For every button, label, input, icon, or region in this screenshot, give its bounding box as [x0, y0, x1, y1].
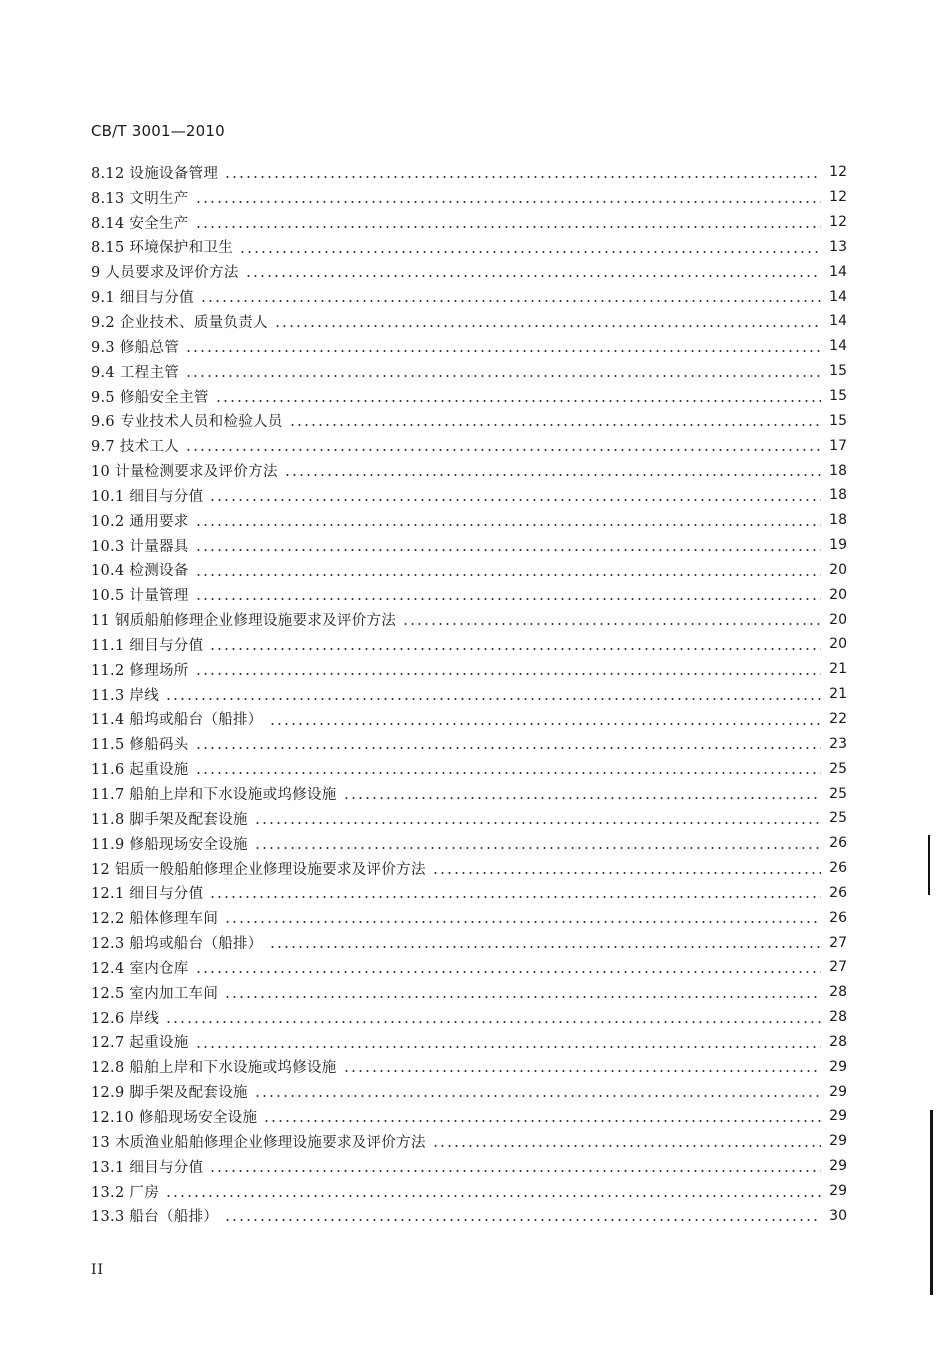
toc-entry[interactable] [91, 185, 847, 210]
toc-leader-dots [185, 439, 821, 453]
toc-entry-page: 12 [829, 164, 847, 181]
toc-entry[interactable] [91, 955, 847, 980]
toc-entry[interactable] [91, 508, 847, 533]
table-of-contents [91, 160, 847, 1228]
toc-leader-dots [195, 539, 821, 553]
toc-entry-page: 25 [829, 785, 847, 802]
toc-entry-page: 17 [829, 437, 847, 454]
toc-entry[interactable] [91, 781, 847, 806]
toc-leader-dots [165, 688, 821, 702]
toc-entry-page: 29 [829, 1058, 847, 1075]
toc-entry-title: 11.3 岸线 [91, 684, 163, 705]
toc-entry[interactable] [91, 582, 847, 607]
scan-edge-mark [930, 1110, 933, 1295]
toc-entry[interactable] [91, 1129, 847, 1154]
toc-entry-title: 9.3 修船总管 [91, 336, 183, 357]
toc-leader-dots [224, 166, 821, 180]
toc-entry-page: 18 [829, 512, 847, 529]
toc-entry-page: 30 [829, 1207, 847, 1224]
toc-leader-dots [195, 762, 821, 776]
toc-leader-dots [269, 936, 821, 950]
toc-entry-title: 13.2 厂房 [91, 1181, 163, 1202]
toc-entry-title: 8.12 设施设备管理 [91, 162, 222, 183]
toc-entry-title: 12.8 船舶上岸和下水设施或坞修设施 [91, 1056, 341, 1077]
toc-entry-title: 13.3 船台（船排） [91, 1205, 222, 1226]
toc-leader-dots [195, 588, 821, 602]
toc-entry-page: 22 [829, 710, 847, 727]
toc-entry[interactable] [91, 880, 847, 905]
toc-entry-title: 10.4 检测设备 [91, 559, 193, 580]
toc-entry-page: 21 [829, 686, 847, 703]
toc-entry[interactable] [91, 533, 847, 558]
toc-entry[interactable] [91, 930, 847, 955]
toc-leader-dots [402, 613, 821, 627]
toc-entry[interactable] [91, 259, 847, 284]
toc-entry[interactable] [91, 632, 847, 657]
toc-entry-page: 25 [829, 810, 847, 827]
toc-entry[interactable] [91, 980, 847, 1005]
toc-leader-dots [185, 340, 821, 354]
toc-entry[interactable] [91, 707, 847, 732]
toc-entry-page: 14 [829, 338, 847, 355]
toc-entry-page: 21 [829, 661, 847, 678]
toc-leader-dots [195, 564, 821, 578]
toc-leader-dots [165, 1011, 821, 1025]
toc-entry-page: 14 [829, 263, 847, 280]
toc-entry-page: 13 [829, 238, 847, 255]
toc-entry-title: 9.6 专业技术人员和检验人员 [91, 410, 287, 431]
toc-entry-page: 26 [829, 909, 847, 926]
toc-entry-page: 14 [829, 288, 847, 305]
toc-entry-title: 10.1 细目与分值 [91, 485, 207, 506]
toc-leader-dots [185, 365, 821, 379]
toc-leader-dots [195, 216, 821, 230]
toc-entry-title: 9.1 细目与分值 [91, 286, 198, 307]
toc-entry[interactable] [91, 607, 847, 632]
toc-entry-page: 28 [829, 1033, 847, 1050]
scan-edge-mark [928, 835, 930, 895]
toc-leader-dots [289, 414, 821, 428]
toc-leader-dots [209, 886, 821, 900]
toc-entry-page: 20 [829, 586, 847, 603]
toc-leader-dots [432, 1135, 821, 1149]
toc-leader-dots [274, 315, 821, 329]
toc-entry-page: 26 [829, 860, 847, 877]
toc-entry[interactable] [91, 384, 847, 409]
toc-entry[interactable] [91, 806, 847, 831]
toc-entry-page: 29 [829, 1158, 847, 1175]
toc-entry[interactable] [91, 210, 847, 235]
toc-entry-page: 18 [829, 487, 847, 504]
toc-entry[interactable] [91, 160, 847, 185]
toc-leader-dots [224, 911, 821, 925]
toc-entry[interactable] [91, 1179, 847, 1204]
toc-entry-title: 9.2 企业技术、质量负责人 [91, 311, 272, 332]
toc-entry-page: 29 [829, 1083, 847, 1100]
toc-entry-title: 11.7 船舶上岸和下水设施或坞修设施 [91, 783, 341, 804]
toc-entry-page: 18 [829, 462, 847, 479]
toc-entry-page: 29 [829, 1133, 847, 1150]
toc-entry-page: 20 [829, 561, 847, 578]
page-number: II [91, 1262, 105, 1278]
toc-entry[interactable] [91, 731, 847, 756]
toc-entry[interactable] [91, 682, 847, 707]
toc-entry[interactable] [91, 856, 847, 881]
toc-leader-dots [165, 1185, 821, 1199]
toc-leader-dots [254, 1085, 821, 1099]
toc-entry-title: 11.1 细目与分值 [91, 634, 207, 655]
toc-leader-dots [195, 737, 821, 751]
toc-leader-dots [224, 986, 821, 1000]
toc-leader-dots [195, 514, 821, 528]
toc-entry-page: 19 [829, 537, 847, 554]
toc-entry-page: 15 [829, 388, 847, 405]
toc-entry[interactable] [91, 483, 847, 508]
toc-leader-dots [209, 1160, 821, 1174]
toc-entry-page: 14 [829, 313, 847, 330]
toc-entry-page: 25 [829, 760, 847, 777]
toc-entry-title: 11.6 起重设施 [91, 758, 193, 779]
toc-leader-dots [254, 812, 821, 826]
toc-leader-dots [200, 290, 821, 304]
toc-entry-title: 12 铝质一般船舶修理企业修理设施要求及评价方法 [91, 858, 430, 879]
toc-entry-page: 15 [829, 363, 847, 380]
toc-leader-dots [254, 837, 821, 851]
toc-leader-dots [269, 713, 821, 727]
toc-entry-title: 13.1 细目与分值 [91, 1156, 207, 1177]
toc-entry-title: 12.10 修船现场安全设施 [91, 1106, 261, 1127]
toc-leader-dots [195, 191, 821, 205]
toc-entry[interactable] [91, 1005, 847, 1030]
toc-leader-dots [284, 464, 821, 478]
toc-leader-dots [195, 961, 821, 975]
toc-leader-dots [195, 663, 821, 677]
document-code-header: CB/T 3001—2010 [91, 122, 225, 140]
toc-entry-title: 11.2 修理场所 [91, 659, 193, 680]
toc-entry[interactable] [91, 309, 847, 334]
toc-entry[interactable] [91, 756, 847, 781]
toc-entry[interactable] [91, 831, 847, 856]
toc-entry[interactable] [91, 657, 847, 682]
toc-entry-title: 9.5 修船安全主管 [91, 386, 213, 407]
toc-entry-page: 20 [829, 636, 847, 653]
toc-entry[interactable] [91, 408, 847, 433]
toc-leader-dots [209, 489, 821, 503]
toc-entry-title: 12.7 起重设施 [91, 1031, 193, 1052]
toc-entry-title: 12.5 室内加工车间 [91, 982, 222, 1003]
toc-leader-dots [195, 1036, 821, 1050]
toc-entry-page: 26 [829, 835, 847, 852]
toc-leader-dots [245, 265, 821, 279]
toc-entry-title: 12.6 岸线 [91, 1007, 163, 1028]
toc-entry[interactable] [91, 1203, 847, 1228]
toc-leader-dots [224, 1209, 821, 1223]
toc-entry[interactable] [91, 1054, 847, 1079]
toc-entry-page: 28 [829, 1009, 847, 1026]
toc-entry[interactable] [91, 1079, 847, 1104]
toc-entry-title: 8.13 文明生产 [91, 187, 193, 208]
toc-entry-title: 12.4 室内仓库 [91, 957, 193, 978]
toc-entry-title: 11.8 脚手架及配套设施 [91, 808, 252, 829]
toc-entry-title: 11 钢质船舶修理企业修理设施要求及评价方法 [91, 609, 400, 630]
toc-leader-dots [215, 390, 821, 404]
toc-entry-title: 9.4 工程主管 [91, 361, 183, 382]
toc-entry-title: 9.7 技术工人 [91, 435, 183, 456]
toc-entry-page: 23 [829, 735, 847, 752]
toc-entry[interactable] [91, 458, 847, 483]
toc-entry[interactable] [91, 359, 847, 384]
toc-entry-title: 12.9 脚手架及配套设施 [91, 1081, 252, 1102]
toc-entry-title: 11.4 船坞或船台（船排） [91, 708, 267, 729]
toc-entry-title: 10 计量检测要求及评价方法 [91, 460, 282, 481]
toc-entry[interactable] [91, 1030, 847, 1055]
toc-entry[interactable] [91, 905, 847, 930]
toc-entry-page: 15 [829, 412, 847, 429]
toc-entry-title: 10.2 通用要求 [91, 510, 193, 531]
toc-entry-title: 9 人员要求及评价方法 [91, 261, 243, 282]
toc-entry[interactable] [91, 1154, 847, 1179]
toc-entry[interactable] [91, 558, 847, 583]
toc-entry-title: 11.9 修船现场安全设施 [91, 833, 252, 854]
toc-entry-title: 11.5 修船码头 [91, 733, 193, 754]
toc-entry-page: 27 [829, 934, 847, 951]
toc-leader-dots [263, 1110, 821, 1124]
toc-entry[interactable] [91, 433, 847, 458]
toc-entry-page: 27 [829, 959, 847, 976]
toc-entry-title: 12.1 细目与分值 [91, 882, 207, 903]
toc-entry-title: 10.3 计量器具 [91, 535, 193, 556]
toc-entry-page: 20 [829, 611, 847, 628]
toc-entry-page: 29 [829, 1183, 847, 1200]
toc-entry-title: 12.3 船坞或船台（船排） [91, 932, 267, 953]
toc-leader-dots [343, 1060, 821, 1074]
toc-entry-title: 10.5 计量管理 [91, 584, 193, 605]
toc-entry-title: 13 木质渔业船舶修理企业修理设施要求及评价方法 [91, 1131, 430, 1152]
toc-leader-dots [209, 638, 821, 652]
toc-entry[interactable] [91, 1104, 847, 1129]
toc-entry-title: 8.15 环境保护和卫生 [91, 236, 237, 257]
toc-entry-page: 29 [829, 1108, 847, 1125]
toc-entry[interactable] [91, 334, 847, 359]
toc-entry-title: 12.2 船体修理车间 [91, 907, 222, 928]
toc-entry-page: 12 [829, 189, 847, 206]
toc-entry[interactable] [91, 235, 847, 260]
toc-entry-title: 8.14 安全生产 [91, 212, 193, 233]
toc-entry-page: 28 [829, 984, 847, 1001]
toc-entry-page: 12 [829, 214, 847, 231]
toc-entry[interactable] [91, 284, 847, 309]
toc-entry-page: 26 [829, 884, 847, 901]
toc-leader-dots [432, 862, 821, 876]
toc-leader-dots [239, 241, 821, 255]
toc-leader-dots [343, 787, 821, 801]
